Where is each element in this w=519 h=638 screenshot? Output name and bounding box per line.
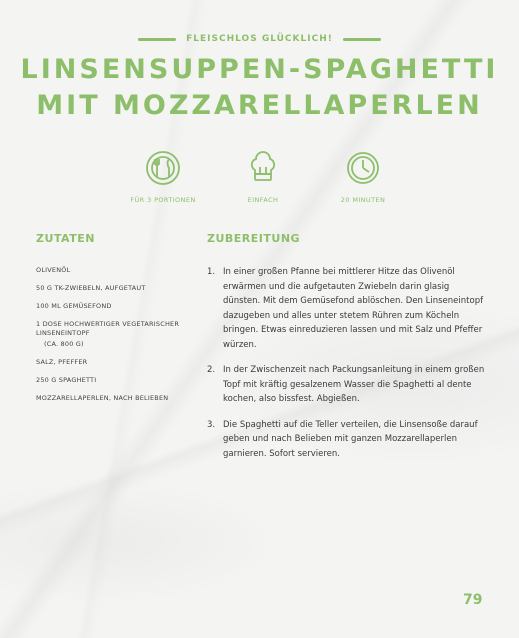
ingredient-item: 50 G TK-ZWIEBELN, AUFGETAUT [36, 284, 146, 292]
title-line-1: LINSENSUPPEN-SPAGHETTI [20, 54, 499, 85]
ingredient-item: (CA. 800 G) [44, 340, 84, 348]
step-number: 3. [207, 419, 216, 430]
ingredient-item: SALZ, PFEFFER [36, 358, 88, 366]
title-line-2: MIT MOZZARELLAPERLEN [36, 90, 483, 121]
ingredient-item: 250 G SPAGHETTI [36, 376, 97, 384]
ingredient-item: 100 ML GEMÜSEFOND [36, 302, 112, 310]
clock-icon [345, 150, 381, 186]
recipe-info [118, 150, 408, 204]
ingredients-list [36, 266, 196, 412]
ingredients-heading: ZUTATEN [36, 232, 95, 245]
ingredient-item: 1 DOSE HOCHWERTIGER VEGETARISCHER LINSENEINTOPF [36, 320, 180, 337]
ingredient-item: OLIVENÖL [36, 266, 71, 274]
kicker-rule-right [343, 38, 381, 41]
page-number: 79 [463, 592, 483, 608]
chef-hat-icon [245, 150, 281, 186]
info-time [318, 150, 408, 204]
step-text: In der Zwischenzeit nach Packungsanleitung in einem großen Topf mit kräftig gesalzenem Wasser die Spaghetti al dente kochen, also bissfest. Abgießen. [223, 365, 485, 404]
ingredient-item: MOZZARELLAPERLEN, NACH BELIEBEN [36, 394, 169, 402]
kicker-text: FLEISCHLOS GLÜCKLICH! [186, 34, 333, 44]
step-text: In einer großen Pfanne bei mittlerer Hitze das Olivenöl erwärmen und die aufgetauten Zwiebeln darin glasig dünsten. Mit dem Gemüsefond ablöschen. Den Linseneintopf dazugeben und alles unter stetem Rühren zum Köcheln bringen. Etwas einreduzieren lassen und mit Salz und Pfeffer würzen. [223, 267, 484, 350]
kicker-rule-left [138, 38, 176, 41]
kicker [0, 34, 519, 44]
step-item [207, 265, 487, 352]
recipe-title [0, 52, 519, 124]
info-portions [118, 150, 208, 204]
step-item [207, 363, 487, 407]
info-difficulty-label: EINFACH [247, 196, 279, 204]
utensils-icon [145, 150, 181, 186]
steps-heading: ZUBEREITUNG [207, 232, 301, 245]
steps-list [207, 265, 487, 472]
info-time-label: 20 MINUTEN [340, 196, 386, 204]
step-text: Die Spaghetti auf die Teller verteilen, die Linsensoße darauf geben und nach Belieben mit ganzen Mozzarellaperlen garnieren. Sofort servieren. [223, 419, 478, 459]
info-portions-label: FÜR 3 PORTIONEN [130, 196, 196, 204]
step-number: 2. [207, 365, 216, 375]
step-number: 1. [207, 267, 216, 277]
step-item [207, 418, 487, 462]
info-difficulty [218, 150, 308, 204]
